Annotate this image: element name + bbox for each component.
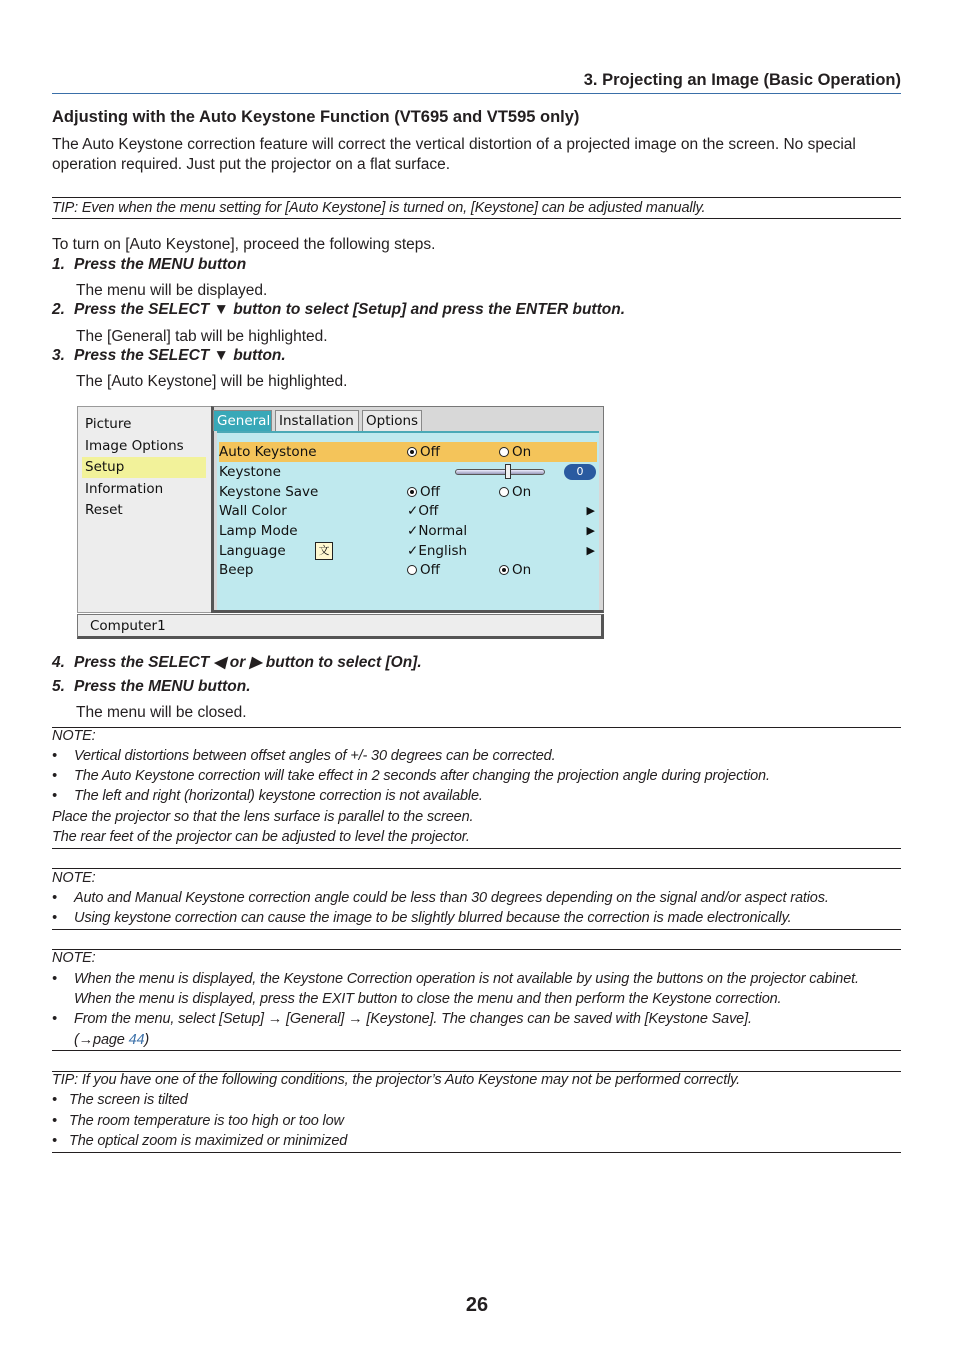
- menu-item-information[interactable]: Information: [85, 481, 164, 497]
- row-keystone[interactable]: Keystone 0: [219, 462, 597, 482]
- menu-sidebar: [77, 406, 212, 613]
- tab-options[interactable]: Options: [362, 410, 422, 431]
- note3-rule-top: [52, 949, 901, 950]
- language-icon: 文: [315, 542, 333, 560]
- step-1: 1. Press the MENU button: [52, 256, 247, 273]
- step-3-result: The [Auto Keystone] will be highlighted.: [76, 373, 348, 390]
- menu-status-bar: Computer1: [77, 614, 604, 639]
- check-icon: ✓: [407, 503, 419, 519]
- tab-general[interactable]: General: [213, 410, 272, 431]
- menu-item-reset[interactable]: Reset: [85, 502, 123, 518]
- arrow-right-icon: ▶: [586, 544, 595, 557]
- note1-rule-top: [52, 727, 901, 728]
- tip2-bullet: • The room temperature is too high or too low: [52, 1113, 344, 1129]
- step-5: 5. Press the MENU button.: [52, 678, 251, 695]
- tip-text: TIP: Even when the menu setting for [Auto Keystone] is turned on, [Keystone] can be adjusted manually.: [52, 200, 706, 216]
- tip2-bullet: • The screen is tilted: [52, 1092, 188, 1108]
- keystone-slider[interactable]: [455, 469, 545, 475]
- radio-empty-icon[interactable]: [499, 447, 509, 457]
- tip2-heading: TIP: If you have one of the following conditions, the projector’s Auto Keystone may not be performed correctly.: [52, 1072, 741, 1088]
- row-language[interactable]: Language 文 ✓English ▶: [219, 543, 595, 559]
- note2-rule-top: [52, 868, 901, 869]
- tip2-rule-bottom: [52, 1152, 901, 1153]
- step-3: 3. Press the SELECT ▼ button.: [52, 347, 286, 364]
- note1-bullet: • Vertical distortions between offset angles of +/- 30 degrees can be corrected.: [52, 748, 556, 764]
- radio-selected-icon[interactable]: [407, 487, 417, 497]
- keystone-value: 0: [564, 464, 596, 480]
- note3-heading: NOTE:: [52, 950, 96, 966]
- radio-selected-icon[interactable]: [407, 447, 417, 457]
- note2-bullet: • Using keystone correction can cause the image to be slightly blurred because the correction is made electronically.: [52, 910, 792, 926]
- radio-empty-icon[interactable]: [499, 487, 509, 497]
- steps-intro: To turn on [Auto Keystone], proceed the following steps.: [52, 236, 436, 253]
- note2-rule-bottom: [52, 929, 901, 930]
- note3-rule-bottom: [52, 1050, 901, 1051]
- step-1-result: The menu will be displayed.: [76, 282, 268, 299]
- row-keystone-save[interactable]: Keystone Save Off On: [219, 484, 532, 500]
- tip2-bullet: • The optical zoom is maximized or minimized: [52, 1133, 348, 1149]
- keystone-slider-thumb[interactable]: [505, 464, 511, 479]
- page-number: 26: [465, 1294, 489, 1316]
- menu-item-picture[interactable]: Picture: [85, 416, 132, 432]
- projector-menu: [77, 406, 604, 640]
- arrow-right-icon: ▶: [586, 524, 595, 537]
- row-auto-keystone[interactable]: Auto Keystone Off On: [219, 442, 597, 462]
- radio-empty-icon[interactable]: [407, 565, 417, 575]
- step-4: 4. Press the SELECT ◀ or ▶ button to select [On].: [52, 654, 422, 671]
- step-2-result: The [General] tab will be highlighted.: [76, 328, 328, 345]
- check-icon: ✓: [407, 523, 419, 539]
- check-icon: ✓: [407, 543, 419, 559]
- row-beep[interactable]: Beep Off On: [219, 562, 532, 578]
- menu-panel: [217, 431, 599, 610]
- step-5-result: The menu will be closed.: [76, 704, 247, 721]
- arrow-right-icon: ▶: [586, 504, 595, 517]
- note3-bullet: • When the menu is displayed, the Keystone Correction operation is not available by using the buttons on the projector cabinet.: [52, 971, 859, 987]
- note3-bullet: • From the menu, select [Setup] → [General] → [Keystone]. The changes can be saved with [Keystone Save].: [52, 1011, 752, 1027]
- header-rule: [52, 93, 901, 94]
- note1-rule-bottom: [52, 848, 901, 849]
- intro-paragraph: The Auto Keystone correction feature will correct the vertical distortion of a projected image on the screen. No special operation required. Just put the projector on a flat surface.: [52, 136, 856, 173]
- note3-bullet-continuation: When the menu is displayed, press the EXIT button to close the menu and then perform the Keystone correction.: [74, 991, 782, 1007]
- row-lamp-mode[interactable]: Lamp Mode ✓Normal ▶: [219, 523, 595, 539]
- note1-bullet: • The left and right (horizontal) keystone correction is not available.: [52, 788, 483, 804]
- menu-item-image-options[interactable]: Image Options: [85, 438, 184, 454]
- tip-rule-bottom: [52, 218, 901, 219]
- note1-line: The rear feet of the projector can be adjusted to level the projector.: [52, 829, 470, 845]
- note2-heading: NOTE:: [52, 870, 96, 886]
- menu-item-setup[interactable]: Setup: [82, 457, 206, 478]
- note1-heading: NOTE:: [52, 728, 96, 744]
- note2-bullet: • Auto and Manual Keystone correction angle could be less than 30 degrees depending on the signal and/or aspect ratios.: [52, 890, 829, 906]
- note1-line: Place the projector so that the lens surface is parallel to the screen.: [52, 809, 474, 825]
- section-title: Adjusting with the Auto Keystone Function (VT695 and VT595 only): [52, 108, 580, 126]
- tab-installation[interactable]: Installation: [275, 410, 359, 431]
- step-2: 2. Press the SELECT ▼ button to select [Setup] and press the ENTER button.: [52, 301, 625, 318]
- note1-bullet: • The Auto Keystone correction will take effect in 2 seconds after changing the projection angle during projection.: [52, 768, 770, 784]
- radio-selected-icon[interactable]: [499, 565, 509, 575]
- note3-page-ref: (→page 44): [74, 1032, 150, 1048]
- chapter-heading: 3. Projecting an Image (Basic Operation): [583, 71, 901, 89]
- page-link[interactable]: 44: [128, 1032, 145, 1048]
- row-wall-color[interactable]: Wall Color ✓Off ▶: [219, 503, 595, 519]
